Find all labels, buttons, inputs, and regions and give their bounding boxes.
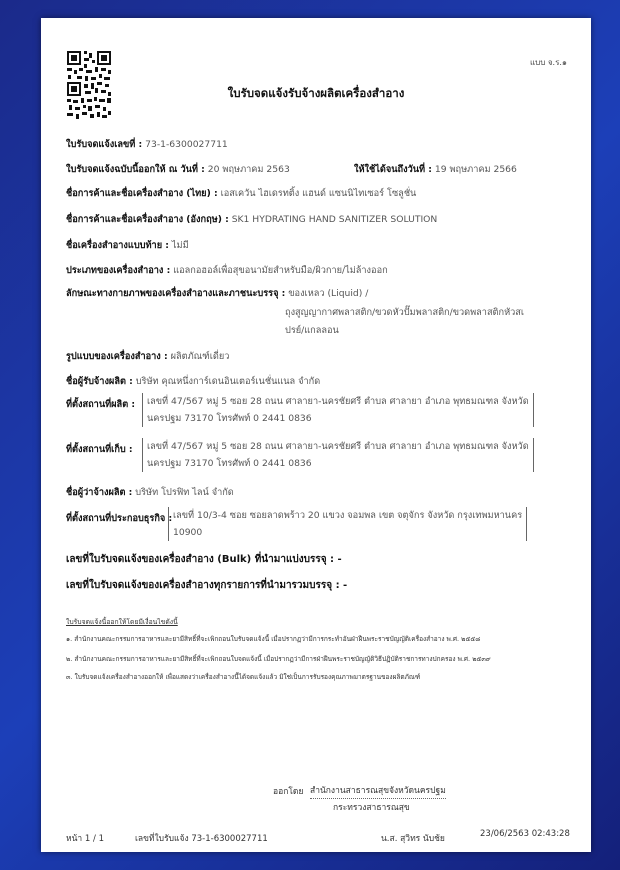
issue-date-row xyxy=(66,162,290,177)
form-code: แบบ จ.ร.๑ xyxy=(529,58,567,67)
model-value: ไม่มี xyxy=(171,240,189,251)
factory-line2: นครปฐม 73170 โทรศัพท์ 0 2441 0836 xyxy=(147,413,312,424)
physical-line3: ปรย์/แกลลอน xyxy=(285,325,339,336)
maker-row xyxy=(66,374,320,389)
storage-line1: เลขที่ 47/567 หมู่ 5 ซอย 28 ถนน ศาลายา-นครชัยศรี ตำบล ศาลายา อำเภอ พุทธมณฑล จังหวัด xyxy=(147,441,529,452)
business-label: ที่ตั้งสถานที่ประกอบธุรกิจ : xyxy=(66,513,173,524)
page-number: หน้า 1 / 1 xyxy=(66,834,104,844)
expire-date-label: ให้ใช้ได้จนถึงวันที่ : xyxy=(354,164,432,175)
reg-no-value: 73-1-6300027711 xyxy=(145,139,228,150)
factory-address-box xyxy=(142,393,534,427)
print-timestamp: 23/06/2563 02:43:28 xyxy=(480,829,570,839)
name-th-label: ชื่อการค้าและชื่อเครื่องสำอาง (ไทย) : xyxy=(66,188,218,199)
maker-value: บริษัท คุณหนึ่งการ์เดนอินเตอร์เนชั่นแนล จำกัด xyxy=(135,376,321,387)
type-value: แอลกอฮอล์เพื่อสุขอนามัยสำหรับมือ/ผิวกาย/ไม่ล้างออก xyxy=(173,265,388,276)
all-items-reg-line: เลขที่ใบรับจดแจ้งของเครื่องสำอางทุกรายการที่นำมารวมบรรจุ : - xyxy=(66,580,348,591)
reg-no-row xyxy=(66,137,228,152)
business-line2: 10900 xyxy=(173,527,203,538)
hirer-row xyxy=(66,485,234,500)
expire-date-row xyxy=(354,162,517,177)
name-en-label: ชื่อการค้าและชื่อเครื่องสำอาง (อังกฤษ) : xyxy=(66,214,229,225)
ministry: กระทรวงสาธารณสุข xyxy=(333,803,410,813)
physical-label: ลักษณะทางกายภาพของเครื่องสำอางและภาชนะบรรจุ : xyxy=(66,288,286,299)
name-th-row xyxy=(66,186,416,201)
storage-label: ที่ตั้งสถานที่เก็บ : xyxy=(66,444,133,455)
hirer-value: บริษัท โปรฟิท ไลน์ จำกัด xyxy=(135,487,234,498)
storage-line2: นครปฐม 73170 โทรศัพท์ 0 2441 0836 xyxy=(147,458,312,469)
page-title: ใบรับจดแจ้งรับจ้างผลิตเครื่องสำอาง xyxy=(227,86,405,100)
type-label: ประเภทของเครื่องสำอาง : xyxy=(66,265,171,276)
condition-item: ๒. สำนักงานคณะกรรมการอาหารและยามีสิทธิ์ที่จะเพิกถอนใบจดแจ้งนี้ เมื่อปรากฏว่ามีการฝ่าฝืนพระราชบัญญัติวิธีปฏิบัติราชการทางปกครอง พ.ศ. ๒๕๓๙ xyxy=(66,655,491,663)
form-value: ผลิตภัณฑ์เดี่ยว xyxy=(170,351,230,362)
name-en-value: SK1 HYDRATING HAND SANITIZER SOLUTION xyxy=(231,214,438,225)
footer-reg-ref: เลขที่ใบรับแจ้ง 73-1-6300027711 xyxy=(135,834,268,844)
expire-date-value: 19 พฤษภาคม 2566 xyxy=(434,164,517,175)
factory-line1: เลขที่ 47/567 หมู่ 5 ซอย 28 ถนน ศาลายา-นครชัยศรี ตำบล ศาลายา อำเภอ พุทธมณฑล จังหวัด xyxy=(147,396,529,407)
conditions-heading: ใบรับจดแจ้งนี้ออกให้โดยมีเงื่อนไขดังนี้ xyxy=(66,618,178,626)
issue-date-label: ใบรับจดแจ้งฉบับนี้ออกให้ ณ วันที่ : xyxy=(66,164,205,175)
physical-line2: ถุงสูญญากาศพลาสติก/ขวดหัวปั๊มพลาสติก/ขวดพลาสติกหัวสเ xyxy=(285,307,525,318)
hirer-label: ชื่อผู้ว่าจ้างผลิต : xyxy=(66,487,133,498)
bulk-reg-line: เลขที่ใบรับจดแจ้งของเครื่องสำอาง (Bulk) ที่นำมาแบ่งบรรจุ : - xyxy=(66,554,342,565)
model-label: ชื่อเครื่องสำอางแบบท้าย : xyxy=(66,240,169,251)
issued-by-label: ออกโดย xyxy=(273,787,304,797)
maker-label: ชื่อผู้รับจ้างผลิต : xyxy=(66,376,133,387)
business-line1: เลขที่ 10/3-4 ซอย ซอยลาดพร้าว 20 แขวง จอมพล เขต จตุจักร จังหวัด กรุงเทพมหานคร xyxy=(173,510,523,521)
certificate-page xyxy=(41,18,591,852)
storage-address-box xyxy=(142,438,534,472)
name-th-value: เอสเควัน ไฮเดรทติ้ง แฮนด์ แซนนิไทเซอร์ โซลูชั่น xyxy=(220,188,417,199)
issue-date-value: 20 พฤษภาคม 2563 xyxy=(207,164,290,175)
issuing-office: สำนักงานสาธารณสุขจังหวัดนครปฐม xyxy=(310,783,446,799)
factory-label: ที่ตั้งสถานที่ผลิต : xyxy=(66,399,136,410)
physical-row xyxy=(66,286,368,301)
condition-item: ๓. ใบรับจดแจ้งเครื่องสำอางออกให้ เพื่อแสดงว่าเครื่องสำอางนี้ได้จดแจ้งแล้ว มิใช่เป็นการรับรองคุณภาพมาตรฐานของผลิตภัณฑ์ xyxy=(66,673,421,681)
model-row xyxy=(66,238,189,253)
reg-no-label: ใบรับจดแจ้งเลขที่ : xyxy=(66,139,143,150)
type-row xyxy=(66,263,388,278)
business-address-box xyxy=(168,507,527,541)
condition-item: ๑. สำนักงานคณะกรรมการอาหารและยามีสิทธิ์ที่จะเพิกถอนใบรับจดแจ้งนี้ เมื่อปรากฏว่ามีการกระทำอันฝ่าฝืนพระราชบัญญัติเครื่องสำอาง พ.ศ. ๒๕๕๘ xyxy=(66,635,481,643)
form-row xyxy=(66,349,229,364)
physical-line1: ของเหลว (Liquid) / xyxy=(288,288,369,299)
name-en-row xyxy=(66,212,437,227)
form-label: รูปแบบของเครื่องสำอาง : xyxy=(66,351,168,362)
officer-name: น.ส. สุวิทร นับช้ย xyxy=(381,834,445,844)
